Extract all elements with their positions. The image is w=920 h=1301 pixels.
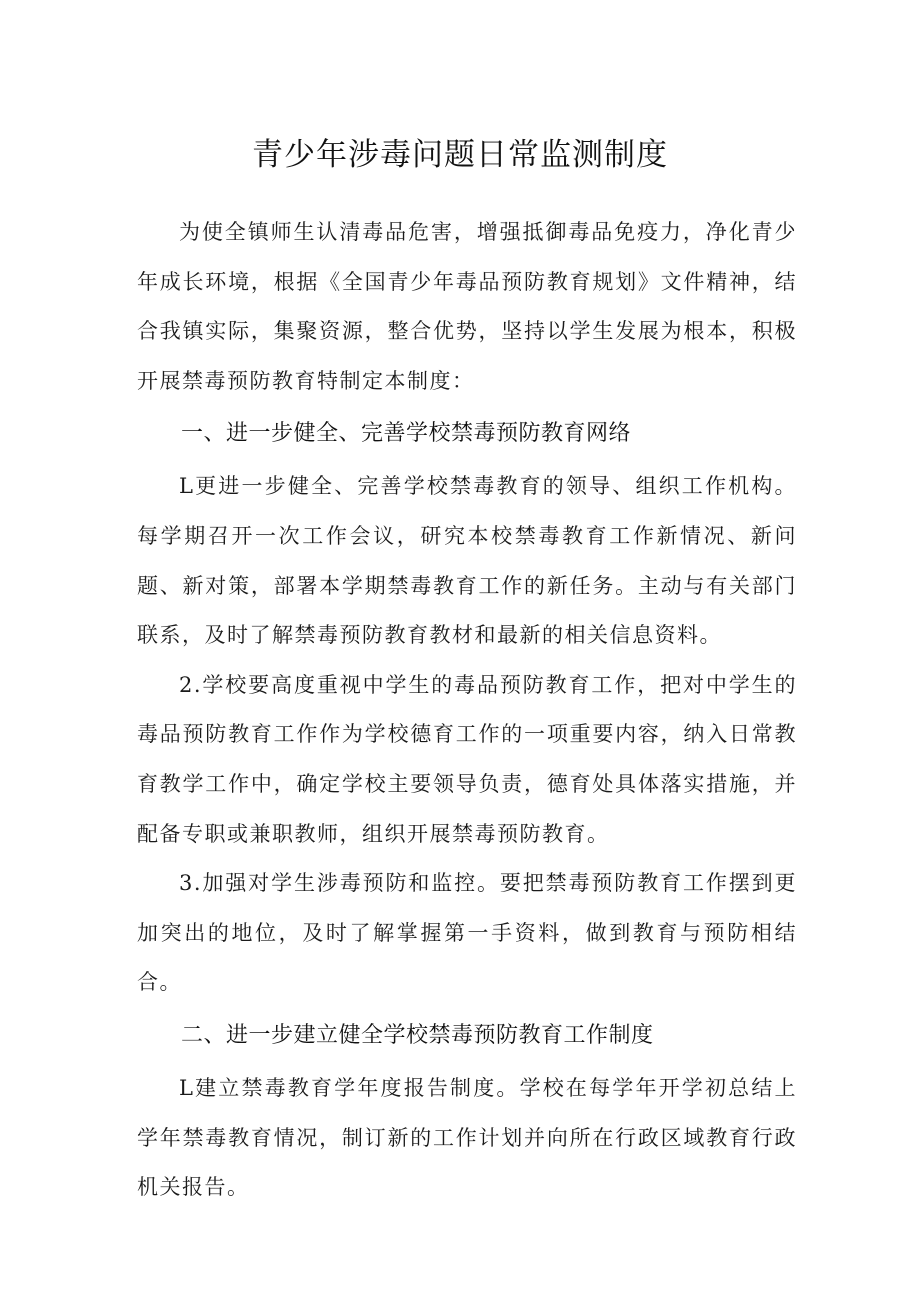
section1-item-1: L更进一步健全、完善学校禁毒教育的领导、组织工作机构。每学期召开一次工作会议，研究本校禁毒教育工作新情况、新问题、新对策，部署本学期禁毒教育工作的新任务。主动与有关部门联系，及时了解禁毒预防教育教材和最新的相关信息资料。 [137,474,797,648]
section1-item-2: 2.学校要高度重视中学生的毒品预防教育工作，把对中学生的毒品预防教育工作作为学校德育工作的一项重要内容，纳入日常教育教学工作中，确定学校主要领导负责，德育处具体落实措施，并配备专职或兼职教师，组织开展禁毒预防教育。 [137,672,797,846]
document-body [137,208,797,1213]
section1-item-3: 3.加强对学生涉毒预防和监控。要把禁毒预防教育工作摆到更加突出的地位，及时了解掌握第一手资料，做到教育与预防相结合。 [137,871,797,995]
document-title: 青少年涉毒问题日常监测制度 [252,137,668,173]
intro-paragraph: 为使全镇师生认清毒品危害，增强抵御毒品免疫力，净化青少年成长环境，根据《全国青少年毒品预防教育规划》文件精神，结合我镇实际，集聚资源，整合优势，坚持以学生发展为根本，积极开展禁毒预防教育特制定本制度： [137,220,797,393]
section-heading-2: 二、进一步建立健全学校禁毒预防教育工作制度 [181,1022,654,1048]
section2-item-1: L建立禁毒教育学年度报告制度。学校在每学年开学初总结上学年禁毒教育情况，制订新的工作计划并向所在行政区域教育行政机关报告。 [137,1075,797,1200]
section-heading-1: 一、进一步健全、完善学校禁毒预防教育网络 [181,421,632,447]
